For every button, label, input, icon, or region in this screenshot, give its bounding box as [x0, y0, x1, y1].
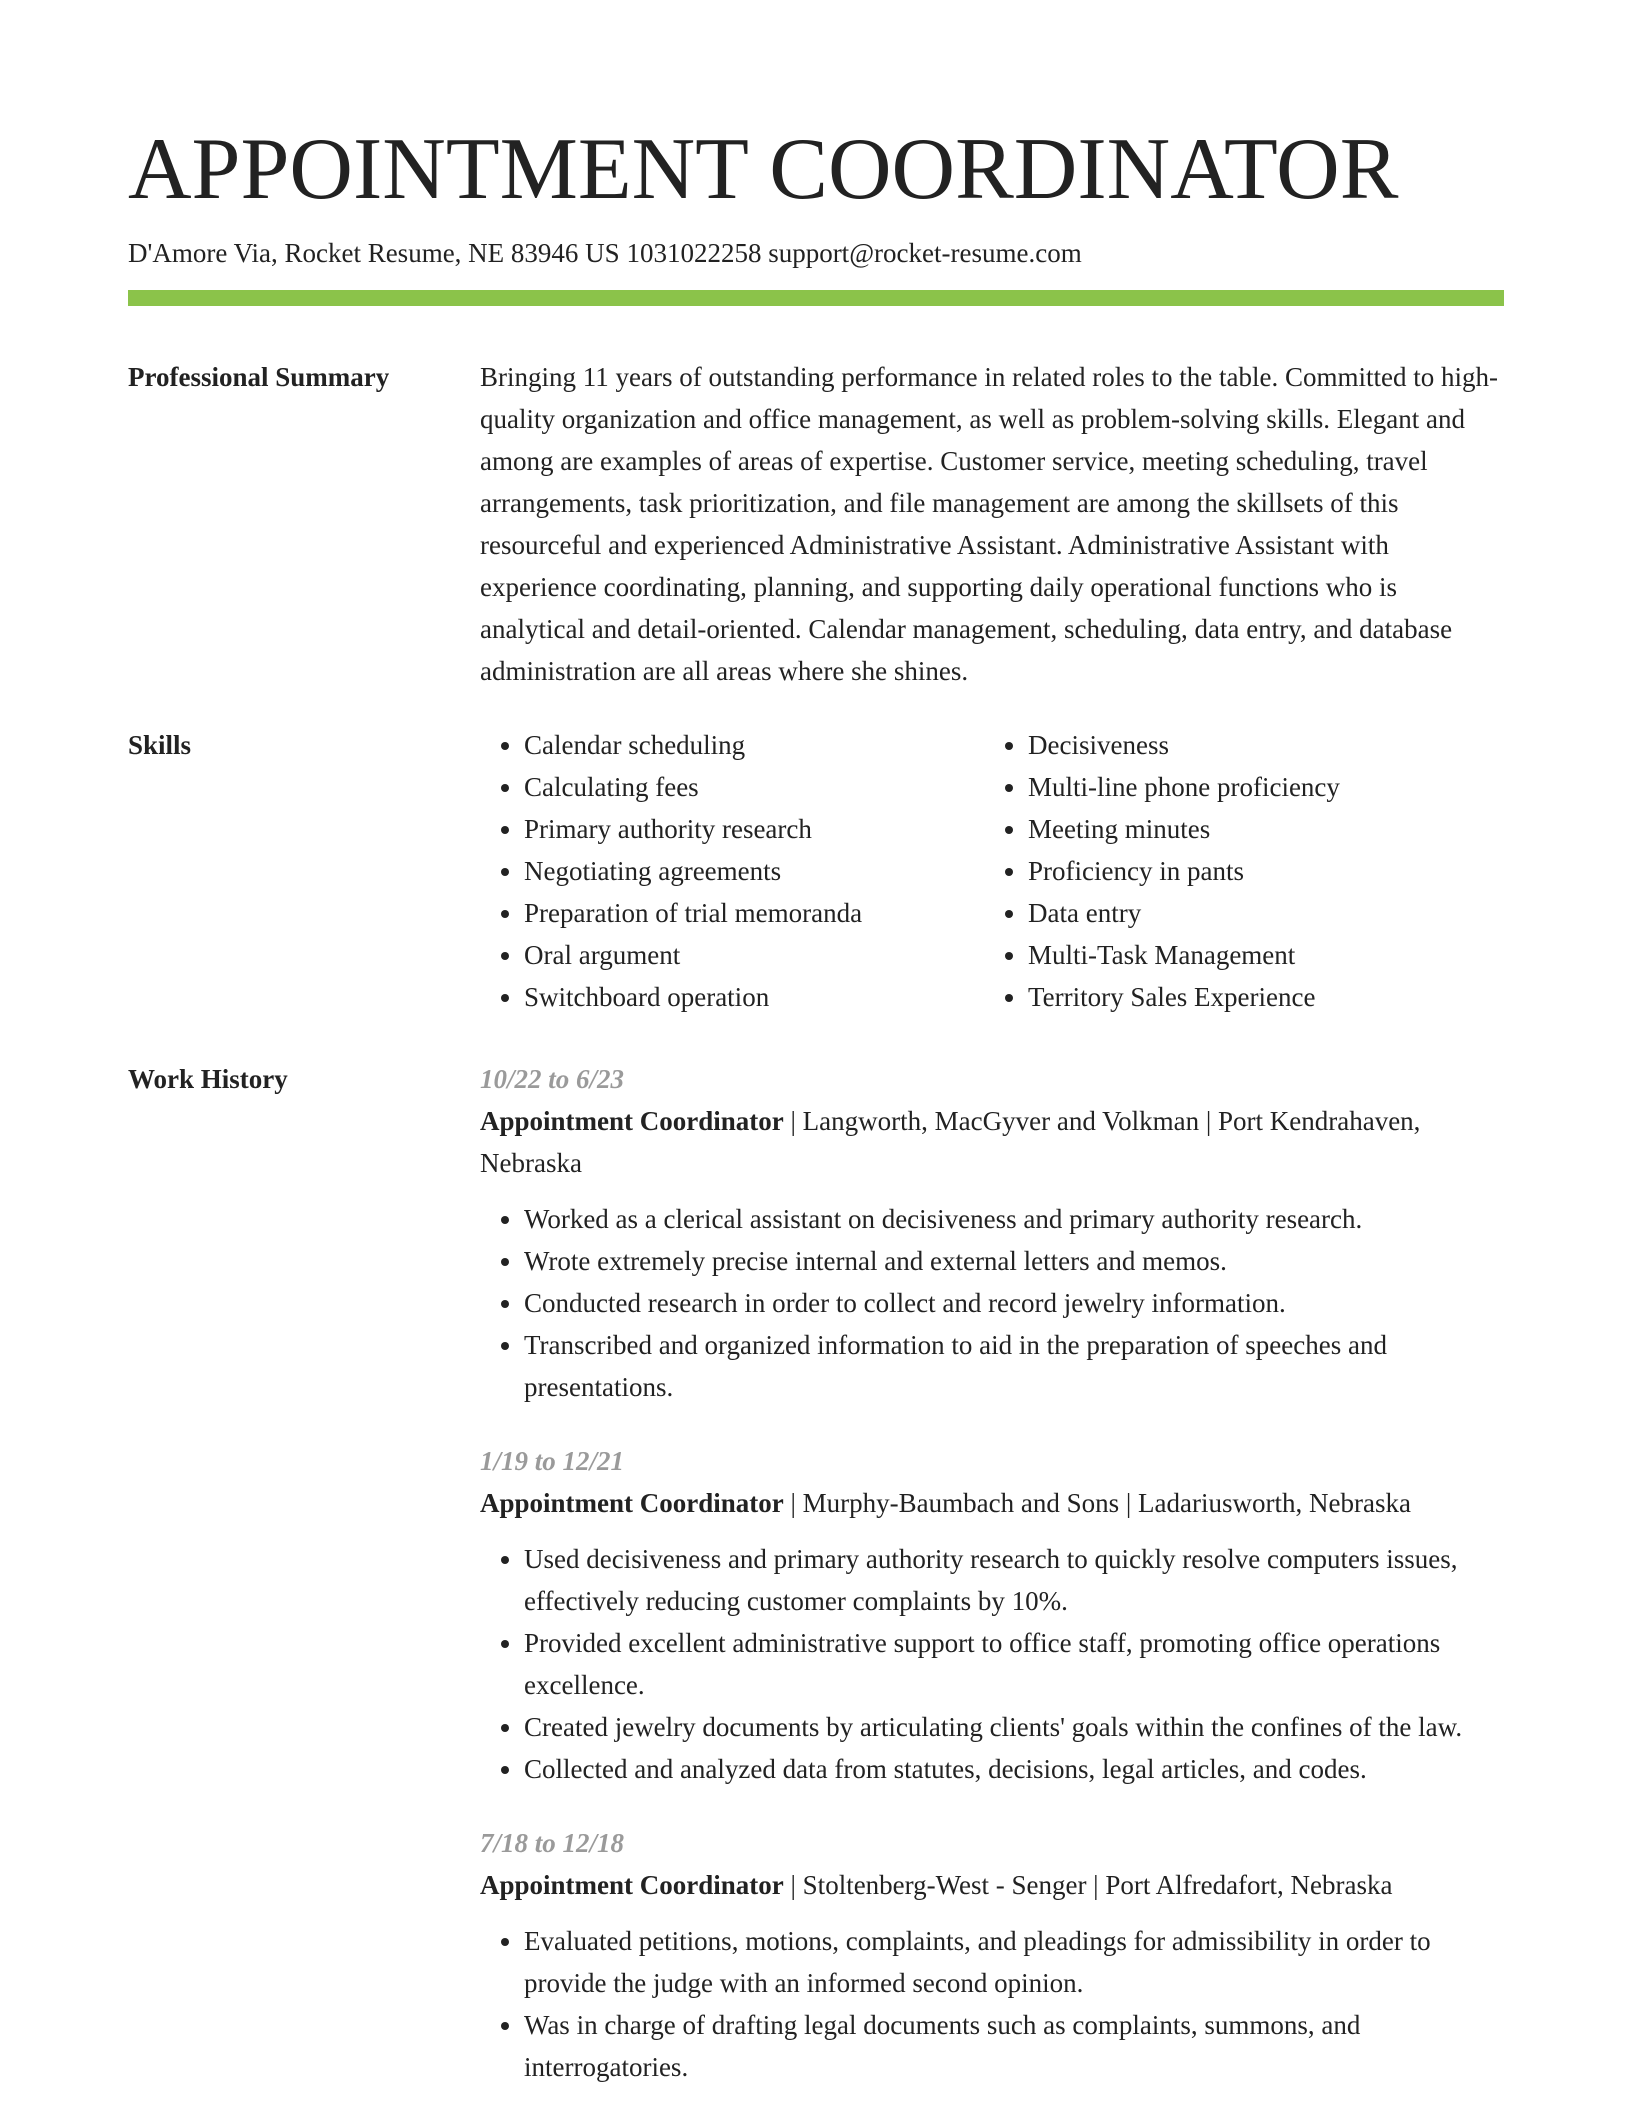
job-bullets [480, 1920, 1504, 2088]
job-employer-location: | Stoltenberg-West - Senger | Port Alfredafort, Nebraska [783, 1870, 1393, 1900]
skill-item: • Decisiveness [1028, 724, 1488, 766]
job-title: Appointment Coordinator [480, 1488, 784, 1518]
summary-section [128, 356, 1504, 692]
contact-address: D'Amore Via, Rocket Resume, NE 83946 US [128, 238, 620, 268]
job-bullet: • Used decisiveness and primary authority research to quickly resolve computers issues, effectively reducing customer complaints by 10%. [524, 1538, 1504, 1622]
job-entry [480, 1058, 1504, 1408]
job-dates: 10/22 to 6/23 [480, 1064, 625, 1094]
skill-item: • Proficiency in pants [1028, 850, 1488, 892]
resume-name: APPOINTMENT COORDINATOR [128, 121, 1399, 218]
skill-item: • Switchboard operation [524, 976, 984, 1018]
job-title: Appointment Coordinator [480, 1106, 784, 1136]
skill-item: • Multi-line phone proficiency [1028, 766, 1488, 808]
job-employer-location: | Langworth, MacGyver and Volkman | Port Kendrahaven, Nebraska [480, 1106, 1421, 1178]
job-bullet: • Collected and analyzed data from statutes, decisions, legal articles, and codes. [524, 1748, 1504, 1790]
skill-item: • Calendar scheduling [524, 724, 984, 766]
skill-item: • Calculating fees [524, 766, 984, 808]
job-dates: 1/19 to 12/21 [480, 1446, 625, 1476]
job-title: Appointment Coordinator [480, 1870, 784, 1900]
work-history-body [480, 1058, 1504, 2120]
job-bullets [480, 1538, 1504, 1790]
job-heading [480, 1864, 1504, 1906]
skill-item: • Primary authority research [524, 808, 984, 850]
summary-heading: Professional Summary [128, 362, 390, 392]
job-bullet: • Conducted research in order to collect and record jewelry information. [524, 1282, 1504, 1324]
skills-section [128, 724, 1504, 1018]
summary-body [480, 356, 1504, 692]
contact-line [128, 236, 1504, 270]
summary-text: Bringing 11 years of outstanding performance in related roles to the table. Committed to high-quality organization and office management, as well as problem-solving skills. Elegant and among are examples of areas of expertise. Customer service, meeting scheduling, travel arrangements, task prioritization, and file management are among the skillsets of this resourceful and experienced Administrative Assistant. Administrative Assistant with experience coordinating, planning, and supporting daily operational functions who is analytical and detail-oriented. Calendar management, scheduling, data entry, and database administration are all areas where she shines. [480, 362, 1498, 686]
job-employer-location: | Murphy-Baumbach and Sons | Ladariusworth, Nebraska [783, 1488, 1411, 1518]
job-bullet: • Transcribed and organized information to aid in the preparation of speeches and presentations. [524, 1324, 1504, 1408]
work-history-section [128, 1058, 1504, 2120]
header-divider [128, 290, 1504, 306]
job-dates: 7/18 to 12/18 [480, 1828, 625, 1858]
skill-item: • Negotiating agreements [524, 850, 984, 892]
job-bullet: • Provided excellent administrative support to office staff, promoting office operations excellence. [524, 1622, 1504, 1706]
job-bullet: • Was in charge of drafting legal documents such as complaints, summons, and interrogatories. [524, 2004, 1504, 2088]
skills-heading: Skills [128, 730, 192, 760]
job-bullet: • Wrote extremely precise internal and external letters and memos. [524, 1240, 1504, 1282]
skill-item: • Data entry [1028, 892, 1488, 934]
contact-email: support@rocket-resume.com [768, 238, 1082, 268]
skill-item: • Oral argument [524, 934, 984, 976]
skill-item: • Preparation of trial memoranda [524, 892, 984, 934]
skill-item: • Territory Sales Experience [1028, 976, 1488, 1018]
resume-page [128, 0, 1504, 2120]
skill-item: • Meeting minutes [1028, 808, 1488, 850]
contact-phone: 1031022258 [626, 238, 762, 268]
job-bullets [480, 1198, 1504, 1408]
job-bullet: • Created jewelry documents by articulating clients' goals within the confines of the law. [524, 1706, 1504, 1748]
skills-body [480, 724, 1504, 1018]
skill-item: • Multi-Task Management [1028, 934, 1488, 976]
work-history-heading: Work History [128, 1064, 288, 1094]
job-heading [480, 1100, 1504, 1184]
job-bullet: • Evaluated petitions, motions, complaints, and pleadings for admissibility in order to provide the judge with an informed second opinion. [524, 1920, 1504, 2004]
job-heading [480, 1482, 1504, 1524]
job-entry [480, 1822, 1504, 2088]
job-entry [480, 1440, 1504, 1790]
skills-list-left [480, 724, 984, 1018]
job-bullet: • Worked as a clerical assistant on decisiveness and primary authority research. [524, 1198, 1504, 1240]
skills-list-right [984, 724, 1488, 1018]
